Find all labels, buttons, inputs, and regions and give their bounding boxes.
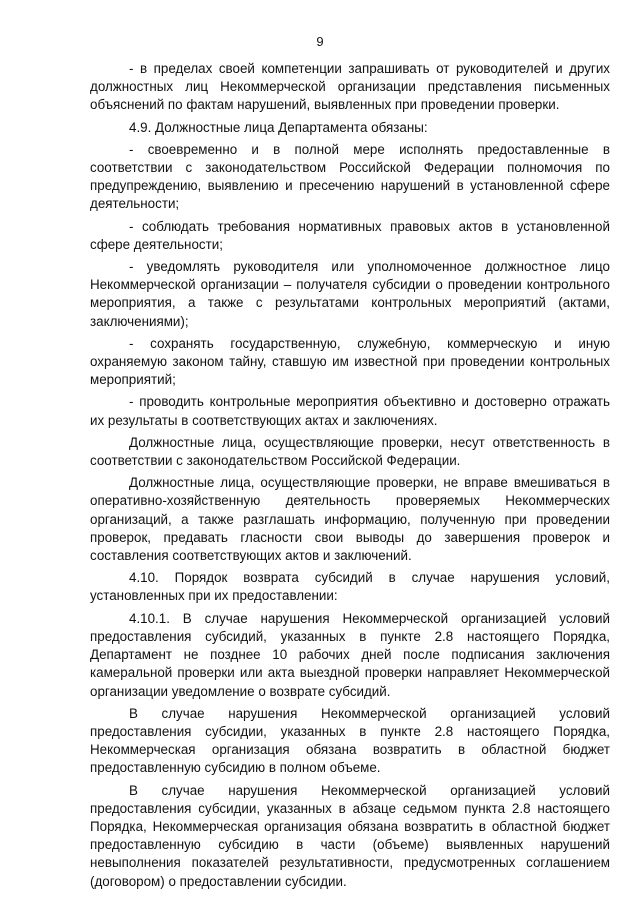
paragraph-comply-requirements: - соблюдать требования нормативных правовых актов в установленной сфере деятельности; [90, 218, 610, 252]
paragraph-section-4-10-1: 4.10.1. В случае нарушения Некоммерческой организацией условий предоставления субсидий, указанных в пункте 2.8 настоящего Порядка, Департамент не позднее 10 рабочих дней после подписания заключения камеральной проверки или акта выездной проверки направляет Некоммерческой организации уведомление о возврате субсидий. [90, 610, 610, 699]
paragraph-no-interference: Должностные лица, осуществляющие проверки, не вправе вмешиваться в оперативно-хозяйственную деятельность проверяемых Некоммерческих организаций, а также разглашать информацию, полученную при проведении проверок, предавать гласности свои выводы до завершения проверок и составления соответствующих актов и заключений. [90, 475, 610, 564]
page-number: 9 [316, 34, 324, 49]
paragraph-exercise-powers: - своевременно и в полной мере исполнять предоставленные в соответствии с законодательством Российской Федерации полномочия по предупреждению, выявлению и пресечению нарушений в установленной сфере деятельности; [90, 141, 610, 212]
paragraph-conduct-objectively: - проводить контрольные мероприятия объективно и достоверно отражать их результаты в соответствующих актах и заключениях. [90, 394, 610, 428]
paragraph-section-4-10-heading: 4.10. Порядок возврата субсидий в случае нарушения условий, установленных при их предоставлении: [90, 570, 610, 604]
paragraph-keep-secrets: - сохранять государственную, служебную, коммерческую и иную охраняемую законом тайну, ставшую им известной при проведении контрольных мероприятий; [90, 335, 610, 388]
document-body [90, 60, 610, 895]
paragraph-notify-head: - уведомлять руководителя или уполномоченное должностное лицо Некоммерческой организации – получателя субсидии о проведении контрольного мероприятия, а также с результатами контрольных мероприятий (актами, заключениями); [90, 259, 610, 329]
paragraph-full-return: В случае нарушения Некоммерческой организацией условий предоставления субсидии, указанных в пункте 2.8 настоящего Порядка, Некоммерческая организация обязана возвратить в областной бюджет предоставленную субсидию в полном объеме. [90, 705, 610, 776]
paragraph-request-explanations: - в пределах своей компетенции запрашивать от руководителей и других должностных лиц Некоммерческой организации представления письменных объяснений по фактам нарушений, выявленных при проведении проверки. [90, 61, 610, 113]
paragraph-section-4-9-heading: 4.9. Должностные лица Департамента обязаны: [129, 119, 428, 135]
paragraph-responsibility: Должностные лица, осуществляющие проверки, несут ответственность в соответствии с законодательством Российской Федерации. [90, 434, 610, 469]
paragraph-partial-return: В случае нарушения Некоммерческой организацией условий предоставления субсидии, указанных в абзаце седьмом пункта 2.8 настоящего Порядка, Некоммерческая организация обязана возвратить в областной бюджет предоставленную субсидию в части (объеме) выявленных нарушений невыполнения показателей результативности, предусмотренных соглашением (договором) о предоставлении субсидии. [90, 782, 610, 889]
